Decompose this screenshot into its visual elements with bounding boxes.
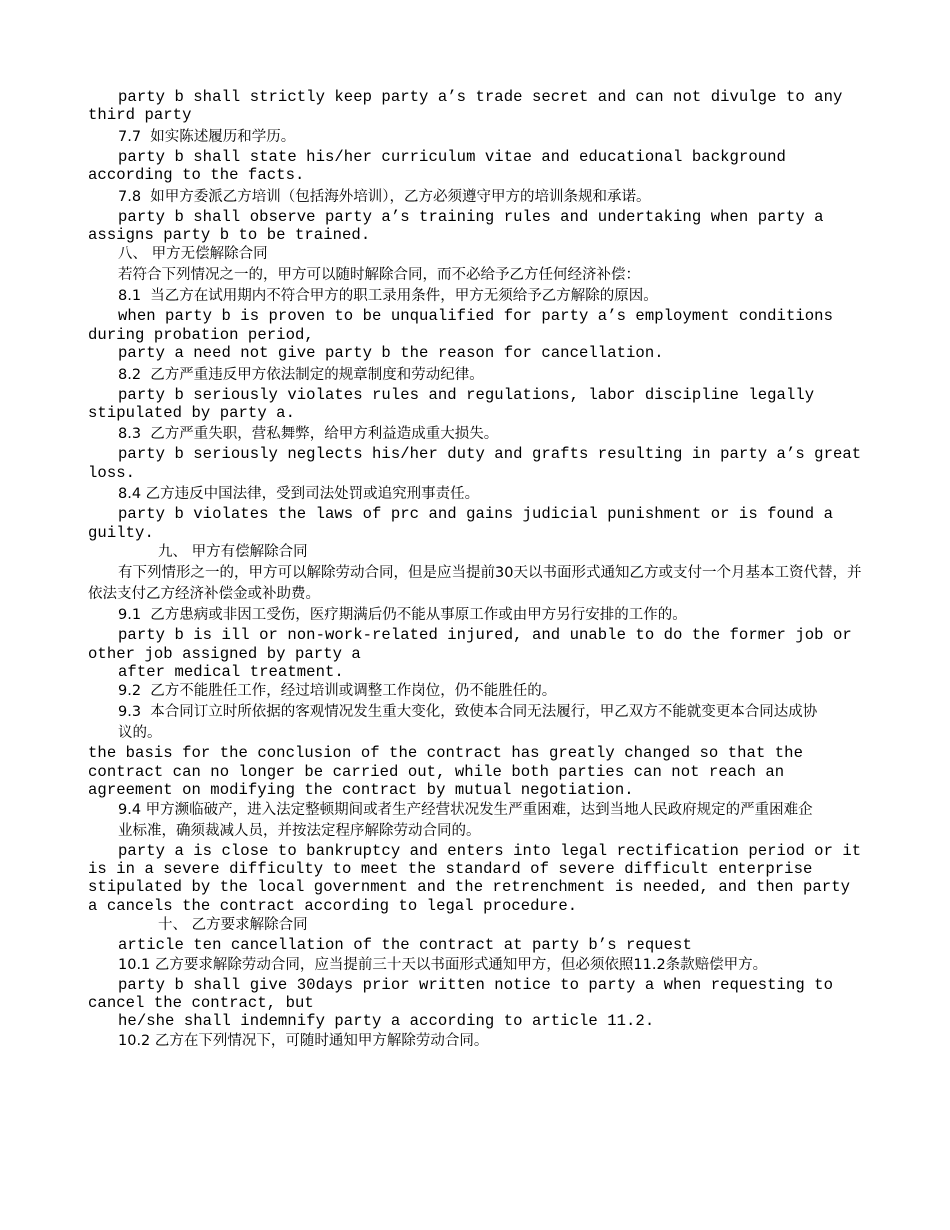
section-heading: 九、 甲方有偿解除合同 — [158, 544, 308, 561]
section-heading: 十、 乙方要求解除合同 — [158, 917, 308, 934]
clause-heading: 8.1 当乙方在试用期内不符合甲方的职工录用条件，甲方无须给予乙方解除的原因。 — [118, 288, 658, 305]
paragraph: after medical treatment. — [118, 662, 344, 681]
paragraph: when party b is proven to be unqualified for party a’s employment conditions during probation period, — [88, 307, 843, 344]
section-heading: 八、 甲方无偿解除合同 — [118, 246, 268, 263]
clause-heading: 10.1 乙方要求解除劳动合同，应当提前三十天以书面形式通知甲方，但必须依照11.2条款赔偿甲方。 — [118, 956, 768, 973]
clause-heading: 8.3 乙方严重失职，营私舞弊，给甲方利益造成重大损失。 — [118, 426, 499, 443]
clause-heading: 7.7 如实陈述履历和学历。 — [118, 128, 296, 145]
clause-heading: 7.8 如甲方委派乙方培训（包括海外培训），乙方必须遵守甲方的培训条规和承诺。 — [118, 188, 651, 205]
paragraph: party b seriously violates rules and regulations, labor discipline legally stipulated by party a. — [88, 385, 824, 423]
clause-heading: 9.4 甲方濒临破产，进入法定整顿期间或者生产经营状况发生严重困难，达到当地人民政府规定的严重困难企 — [118, 801, 813, 818]
clause-heading: 8.4 乙方违反中国法律，受到司法处罚或追究刑事责任。 — [118, 486, 480, 503]
paragraph: party b seriously neglects his/her duty and grafts resulting in party a’s great loss. — [88, 445, 871, 482]
clause-heading: 9.1 乙方患病或非因工受伤，医疗期满后仍不能从事原工作或由甲方另行安排的工作的。 — [118, 607, 687, 624]
clause-heading: 9.3 本合同订立时所依据的客观情况发生重大变化，致使本合同无法履行，甲乙双方不能就变更本合同达成协 — [118, 704, 818, 721]
clause-heading: 8.2 乙方严重违反甲方依法制定的规章制度和劳动纪律。 — [118, 366, 484, 383]
clause-heading: 9.2 乙方不能胜任工作，经过培训或调整工作岗位，仍不能胜任的。 — [118, 683, 557, 700]
paragraph: party b is ill or non-work-related injured, and unable to do the former job or other job assigned by party a — [88, 626, 862, 663]
paragraph: party a is close to bankruptcy and enters into legal rectification period or it is in a severe difficulty to meet the standard of severe difficult enterprise stipulated by the local government and the retrenchment is needed, and then party a cancels the contract according to legal procedure. — [88, 841, 871, 915]
paragraph: the basis for the conclusion of the contract has greatly changed so that the contract can no longer be carried out, while both parties can not reach an agreement on modifying the contract by mutual negotiation. — [88, 744, 813, 800]
paragraph: article ten cancellation of the contract at party b’s request — [118, 936, 692, 955]
paragraph: 议的。 — [118, 725, 162, 742]
paragraph: he/she shall indemnify party a according to article 11.2. — [118, 1012, 655, 1031]
paragraph: party b shall state his/her curriculum vitae and educational background according to the facts. — [88, 147, 796, 185]
paragraph: party b violates the laws of prc and gains judicial punishment or is found a guilty. — [88, 505, 843, 542]
paragraph: party b shall give 30days prior written notice to party a when requesting to cancel the contract, but — [88, 975, 843, 1012]
paragraph: 有下列情形之一的，甲方可以解除劳动合同，但是应当提前30天以书面形式通知乙方或支付一个月基本工资代替，并依法支付乙方经济补偿金或补助费。 — [88, 565, 862, 603]
paragraph: party b shall observe party a’s training rules and undertaking when party a assigns party b to be trained. — [88, 207, 834, 245]
paragraph: party b shall strictly keep party a’s trade secret and can not divulge to any third party — [88, 88, 852, 125]
paragraph: party a need not give party b the reason for cancellation. — [118, 344, 664, 363]
document-page — [88, 88, 871, 1052]
paragraph: 若符合下列情况之一的，甲方可以随时解除合同，而不必给予乙方任何经济补偿： — [118, 267, 640, 284]
paragraph: 业标准，确须裁减人员，并按法定程序解除劳动合同的。 — [118, 822, 481, 839]
clause-heading: 10.2 乙方在下列情况下，可随时通知甲方解除劳动合同。 — [118, 1032, 489, 1049]
